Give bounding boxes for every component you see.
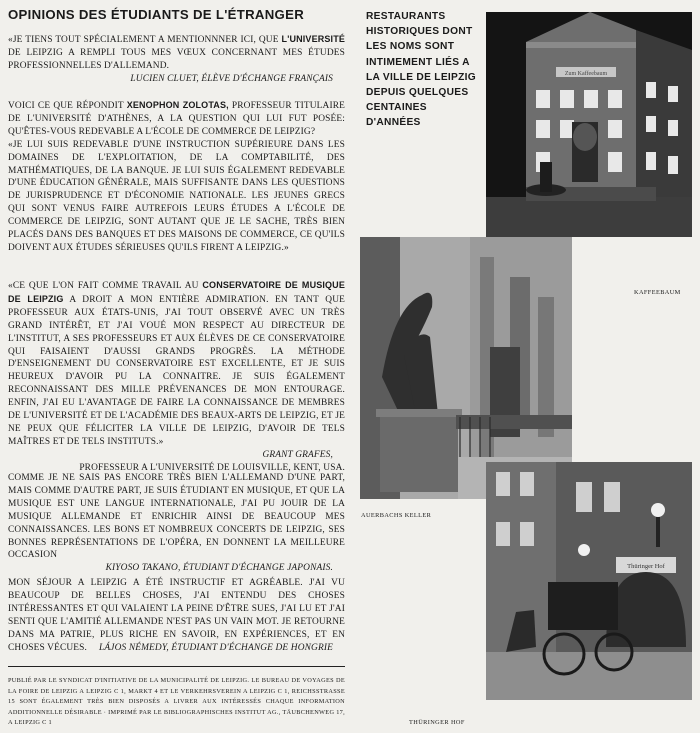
thueringer-hof-sign: Thüringer Hof (627, 563, 665, 570)
quote-text: «JE LUI SUIS REDEVABLE D'UNE INSTRUCTION SUPÉRIEURE DANS LES DOMAINES DE L'EXPLOITATION, DE LA COMPTABILITÉ, DES MATHÉMATIQUES, DE LA BANQUE. JE LUI SUIS ÉGALEMENT REDEVABLE D'UNE ÉDUCATION GÉNÉRALE, MAIS SUFFISANTE DANS LES QUESTIONS DE JURISPRUDENCE ET D'ÉCONOMIE NATIONALE. LES JEUNES GRECS QUI SONT VENUS FAIRE AUTREFOIS LEURS ÉTUDES A L'ÉCOLE DE COMMERCE DE LEIPZIG, SONT AUTANT QUE JE LE SACHE, TRÈS BIEN PLACÉS DANS DES BANQUES ET DES MAISONS DE COMMERCE, CE QU'ILS DOIVENT AUX ÉTUDES SÉRIEUSES QU'ILS FIRENT A LEIPZIG.» (8, 139, 345, 253)
kaffeebaum-sign: Zum Kaffeebaum (564, 71, 608, 77)
kaffeebaum-photo (486, 12, 692, 237)
page-title: OPINIONS DES ÉTUDIANTS DE L'ÉTRANGER (8, 7, 305, 22)
restaurants-caption: RESTAURANTS HISTORIQUES DONT LES NOMS SONT INTIMEMENT LIÉS A LA VILLE DE LEIPZIG DEPUIS QUELQUES CENTAINES D'ANNÉES (366, 11, 477, 129)
quote-text: DE LEIPZIG A REMPLI TOUS MES VŒUX CONCERNANT MES ÉTUDES PROFESSIONNELLES D'ALLEMAND. (8, 47, 345, 71)
quote-nemedy (8, 577, 345, 654)
highlight-zolotas: XENOPHON ZOLOTAS, (126, 100, 229, 110)
intro-text: PROFESSEUR TITULAIRE DE L'UNIVERSITÉ D'ATHÈNES, A LA QUESTION QUI LUI FUT POSÉE: QU'ÊTES-VOUS REDEVABLE A L'ÉCOLE DE COMMERCE DE LEIPZIG? (8, 101, 345, 137)
quote-signature: LÁJOS NÉMEDY, ÉTUDIANT D'ÉCHANGE DE HONGRIE (99, 642, 333, 653)
quote-signature: GRANT GRAFES, (262, 449, 333, 460)
auerbachs-keller-photo (360, 237, 572, 499)
publisher-footer: PUBLIÉ PAR LE SYNDICAT D'INITIATIVE DE LA MUNICIPALITÉ DE LEIPZIG. LE BUREAU DE VOYAGES DE LA FOIRE DE LEIPZIG A LEIPZIG C 1, MARKT 4 ET LE VERKEHRSVEREIN A LEIPZIG C 1, REICHSSTRASSE 15 SONT ÉGALEMENT TRÈS BIEN DISPOSÉS A LIVRER AUX INTÉRESSÉS CHAQUE INFORMATION ADDITIONNELLE DÉSIRABLE · IMPRIMÉ PAR LE BIBLIOGRAPHISCHES INSTITUT AG., TÄUBCHENWEG 17, A LEIPZIG C 1 (8, 677, 345, 727)
quote-signature: LUCIEN CLUET, ÉLÈVE D'ÉCHANGE FRANÇAIS (130, 73, 333, 84)
quote-text: A DROIT A MON ENTIÈRE ADMIRATION. EN TANT QUE PROFESSEUR AUX ÉTATS-UNIS, J'AI TOUT OBSERVÉ AVEC UN TRÈS GRAND INTÉRÊT, ET J'AI VOUÉ MON RESPECT AU DIRECTEUR DE L'INSTITUT, A SES PROFESSEURS ET AUX ÉLÈVES DE CE CONSERVATOIRE QUI FAISAIENT D'AUSSI GRANDS PROGRÈS. LA MÉTHODE D'ENSEIGNEMENT DU CONSERVATOIRE EST EXCELLENTE, ET JE SUIS HEUREUX D'AVOIR PU LA CONNAITRE. JE SUIS ÉGALEMENT RECONNAISSANT DES MILLE PRÉVENANCES DE MON ENTOURAGE. ENFIN, J'AI EU L'AVANTAGE DE FAIRE LA CONNAISSANCE DE MEMBRES DE L'UNIVERSITÉ ET DE L'ACADÉMIE DES BEAUX-ARTS DE LEIPZIG, ET JE NE PEUX QUE FÉLICITER LA VILLE DE LEIPZIG, D'AVOIR DE TELS MAÎTRES ET DE TELS INSTITUTS.» (8, 294, 345, 447)
quote-signature: KIYOSO TAKANO, ÉTUDIANT D'ÉCHANGE JAPONAIS. (105, 563, 333, 574)
quote-zolotas (8, 99, 345, 255)
quote-takano (8, 472, 345, 575)
quote-text: «CE QUE L'ON FAIT COMME TRAVAIL AU (8, 281, 203, 291)
quote-text: COMME JE NE SAIS PAS ENCORE TRÈS BIEN L'ALLEMAND D'UNE PART, MAIS COMME D'AUTRE PART, JE SUIS ÉTUDIANT EN MUSIQUE, ET QUE LA MUSIQUE EST UNE LANGUE INTERNATIONALE, J'AI PU JOUIR DE LA MUSIQUE ALLEMANDE ET ENRICHIR AINSI DE BEAUCOUP MES CONNAISSANCES. LES BONS ET NOMBREUX CONCERTS DE LEIPZIG, SES BONNES REPRÉSENTATIONS DE L'OPÉRA, EN DONNENT LA MEILLEURE OCCASION (8, 473, 345, 561)
footer-divider (8, 666, 345, 667)
intro-text: VOICI CE QUE RÉPONDIT (8, 101, 127, 111)
quote-text: MON SÉJOUR A LEIPZIG A ÉTÉ INSTRUCTIF ET AGRÉABLE. J'AI VU BEAUCOUP DE BELLES CHOSES, J'AI ENTENDU DES CHOSES INTÉRESSANTES ET QUI VALAIENT LA PEINE D'ÊTRE SUES, J'AI LU ET J'AI SENTI QUE L'AMITIÉ ALLEMANDE N'EST PAS UN VAIN MOT. JE RETOURNE DANS MA PATRIE, PLUS RICHE EN SAVOIR, EN EXPÉRIENCES, ET EN CHOSES VÉCUES. (8, 578, 345, 653)
thueringer-hof-label: THÜRINGER HOF (409, 719, 465, 726)
thueringer-hof-photo (486, 462, 692, 700)
kaffeebaum-label: KAFFEEBAUM (634, 289, 681, 296)
highlight-conservatoire: CONSERVATOIRE DE MUSIQUE DE LEIPZIG (8, 280, 345, 304)
highlight-university: L'UNIVERSITÉ (281, 34, 345, 44)
quote-text: «JE TIENS TOUT SPÉCIALEMENT A MENTIONNNER ICI, QUE (8, 35, 282, 45)
quote-grafes (8, 279, 345, 475)
quote-cluet (8, 33, 345, 86)
quote-signature-title: PROFESSEUR A L'UNIVERSITÉ DE LOUISVILLE, KENT, USA. (79, 462, 345, 473)
auerbachs-keller-label: AUERBACHS KELLER (361, 512, 432, 519)
